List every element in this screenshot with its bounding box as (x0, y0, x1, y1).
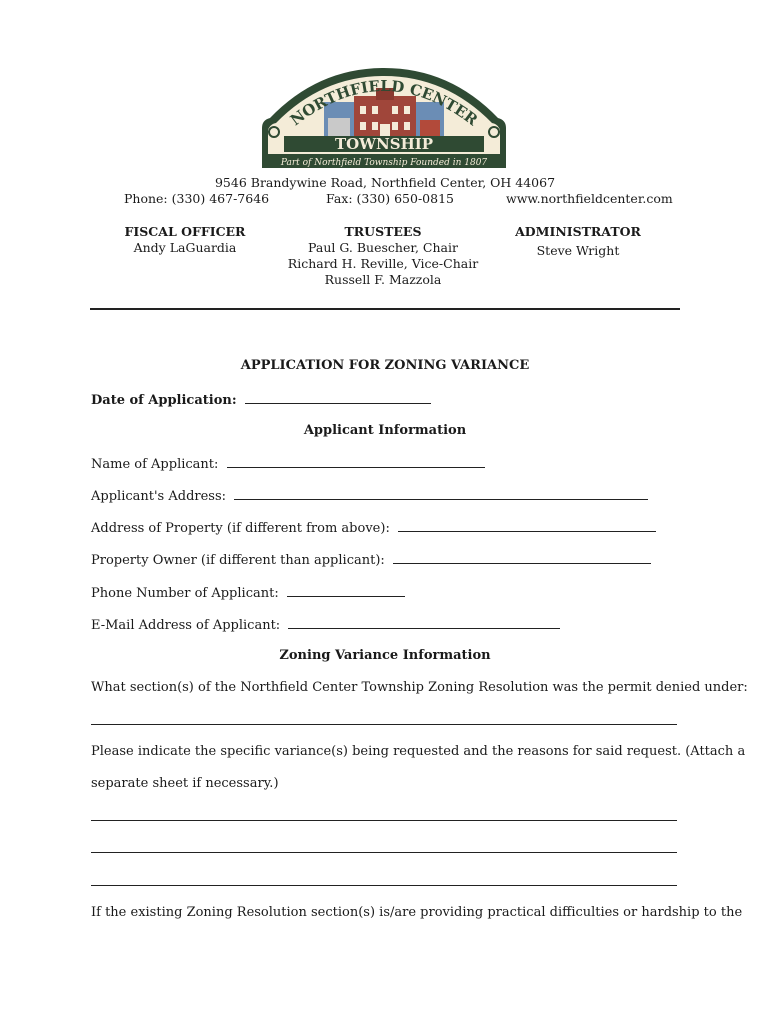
form-title: APPLICATION FOR ZONING VARIANCE (240, 358, 530, 373)
name-label: Name of Applicant: (91, 457, 219, 472)
variance-answer-line[interactable] (91, 885, 677, 886)
administrator-name: Steve Wright (536, 243, 620, 258)
logo-township-text: TOWNSHIP (334, 135, 434, 153)
address-field[interactable] (234, 487, 648, 500)
variance-answer-line[interactable] (91, 852, 677, 853)
name-field[interactable] (227, 455, 485, 468)
fiscal-officer-column (120, 224, 250, 256)
letterhead-fax: Fax: (330) 650-0815 (326, 191, 454, 206)
township-logo (258, 62, 510, 170)
fiscal-officer-name: Andy LaGuardia (133, 240, 237, 255)
variance-request-text-2: separate sheet if necessary.) (91, 776, 279, 791)
administrator-title: ADMINISTRATOR (515, 224, 641, 239)
letterhead-divider (90, 308, 680, 310)
trustees-title: TRUSTEES (344, 224, 422, 239)
administrator-column (508, 224, 648, 259)
address-row (91, 487, 648, 504)
logo-banner-text: Part of Northfield Township Founded in 1807 (280, 158, 488, 168)
letterhead-phone: Phone: (330) 467-7646 (124, 191, 270, 206)
property-owner-row (91, 551, 651, 568)
date-label: Date of Application: (91, 393, 237, 408)
trustee-name: Richard H. Reville, Vice-Chair (287, 256, 479, 271)
property-address-field[interactable] (398, 519, 656, 532)
property-owner-field[interactable] (393, 551, 651, 564)
email-label: E-Mail Address of Applicant: (91, 618, 281, 633)
variance-answer-line[interactable] (91, 820, 677, 821)
name-row (91, 455, 485, 472)
phone-field[interactable] (287, 584, 405, 597)
date-of-application-row (91, 391, 431, 408)
fiscal-officer-title: FISCAL OFFICER (124, 224, 246, 239)
property-owner-label: Property Owner (if different than applicant): (91, 553, 385, 568)
property-address-label: Address of Property (if different from above): (91, 521, 390, 536)
trustee-name: Paul G. Buescher, Chair (308, 240, 458, 255)
variance-request-text-1: Please indicate the specific variance(s) being requested and the reasons for said request. (Attach a (91, 744, 746, 759)
email-row (91, 616, 560, 633)
section-question: What section(s) of the Northfield Center Township Zoning Resolution was the permit denied under: (91, 680, 748, 695)
phone-label: Phone Number of Applicant: (91, 586, 279, 601)
applicant-section-heading: Applicant Information (303, 423, 467, 438)
email-field[interactable] (288, 616, 560, 629)
trustees-column (278, 224, 488, 288)
phone-row (91, 584, 405, 601)
trustee-name: Russell F. Mazzola (324, 272, 442, 287)
hardship-text: If the existing Zoning Resolution section(s) is/are providing practical difficulties or hardship to the (91, 905, 743, 920)
date-field[interactable] (245, 391, 431, 404)
property-address-row (91, 519, 656, 536)
letterhead-address: 9546 Brandywine Road, Northfield Center, OH 44067 (214, 175, 556, 190)
variance-section-heading: Zoning Variance Information (279, 648, 491, 663)
address-label: Applicant's Address: (91, 489, 227, 504)
letterhead-website: www.northfieldcenter.com (506, 191, 673, 206)
logo-arc-text: NORTHFIELD CENTER (286, 76, 482, 130)
section-answer-line[interactable] (91, 724, 677, 725)
